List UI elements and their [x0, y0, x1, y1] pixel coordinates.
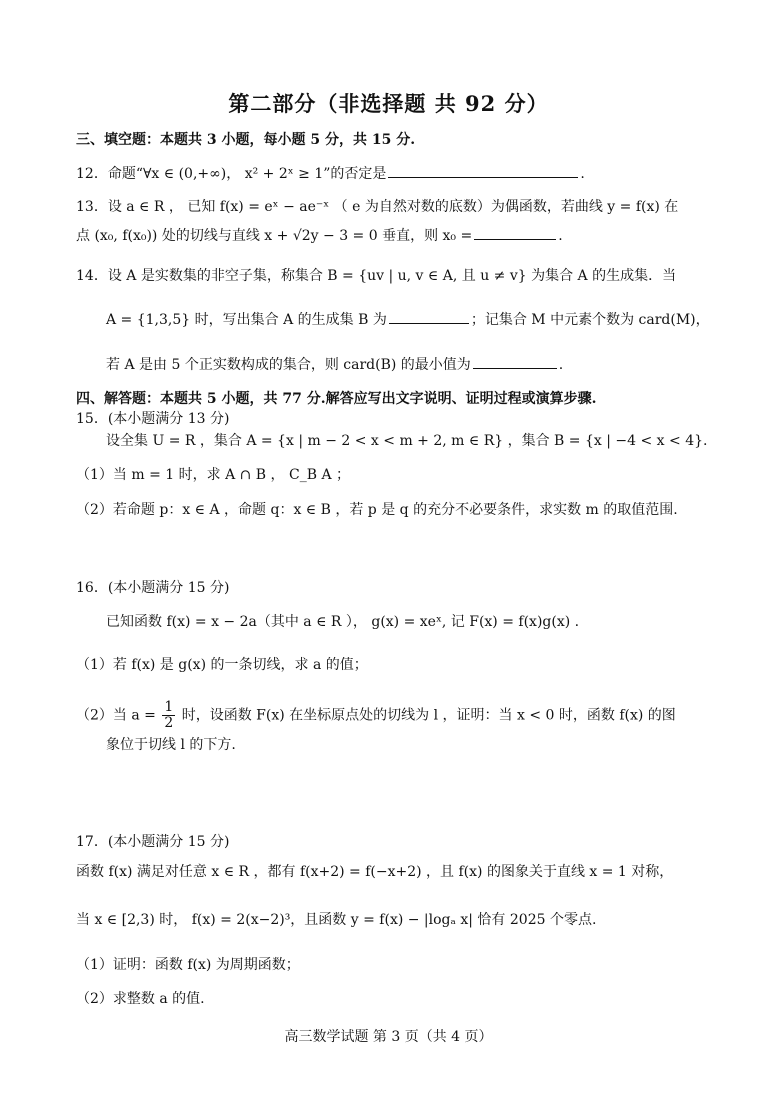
question-12: [76, 163, 585, 184]
fraction-denominator: 2: [164, 715, 174, 731]
question-17-part1: （1）证明：函数 f(x) 为周期函数；: [76, 957, 300, 973]
question-13-line1: 13．设 a ∈ R ， 已知 f(x) = eˣ − ae⁻ˣ （ e 为自然对数的底数）为偶函数，若曲线 y = f(x) 在: [76, 199, 679, 215]
question-15-part1: （1）当 m = 1 时，求 A ∩ B ， C_B A ；: [76, 467, 351, 483]
answer-blank-13: [474, 225, 556, 240]
question-13-line2-text: 点 (x₀, f(x₀)) 处的切线与直线 x + √2y − 3 = 0 垂直，则 x₀ =: [76, 228, 473, 244]
question-12-text: 12．命题“∀x ∈ (0,+∞)， x² + 2ˣ ≥ 1”的否定是: [76, 166, 387, 182]
question-12-end: .: [580, 166, 585, 182]
answer-blank-14a: [389, 309, 469, 324]
question-16-part1: （1）若 f(x) 是 g(x) 的一条切线，求 a 的值；: [76, 657, 368, 673]
question-17-line2: 当 x ∈ [2,3) 时， f(x) = 2(x−2)³，且函数 y = f(x) − |logₐ x| 恰有 2025 个零点.: [76, 912, 597, 928]
page-footer: 高三数学试题 第 3 页（共 4 页）: [284, 1029, 493, 1045]
question-16-stem: 已知函数 f(x) = x − 2a（其中 a ∈ R ）， g(x) = xeˣ, 记 F(x) = f(x)g(x) .: [106, 614, 580, 630]
question-15-label: 15．(本小题满分 13 分): [76, 411, 230, 427]
question-13-line2: [76, 225, 563, 246]
question-16-part2b: 时，设函数 F(x) 在坐标原点处的切线为 l ，证明：当 x < 0 时，函数 f(x) 的图: [181, 707, 676, 724]
question-14-line2: [106, 309, 710, 330]
question-17-label: 17．(本小题满分 15 分): [76, 834, 230, 850]
question-17-part2: （2）求整数 a 的值.: [76, 991, 205, 1007]
question-14-line1: 14．设 A 是实数集的非空子集，称集合 B = {uv | u, v ∈ A, 且 u ≠ v} 为集合 A 的生成集．当: [76, 268, 677, 284]
section-3-heading: 三、填空题：本题共 3 小题，每小题 5 分，共 15 分.: [76, 132, 416, 148]
question-14-line3a: 若 A 是由 5 个正实数构成的集合，则 card(B) 的最小值为: [106, 357, 471, 373]
question-16-part2a: （2）当 a =: [76, 707, 156, 724]
question-15-stem: 设全集 U = R ，集合 A = {x | m − 2 < x < m + 2, m ∈ R} ，集合 B = {x | −4 < x < 4}.: [106, 433, 708, 449]
fraction-numerator: 1: [164, 699, 174, 715]
question-14-line3: [106, 354, 563, 375]
question-15-part2: （2）若命题 p：x ∈ A ，命题 q：x ∈ B ，若 p 是 q 的充分不必要条件，求实数 m 的取值范围.: [76, 502, 678, 518]
fraction-one-half: [162, 700, 175, 731]
question-16-part2: [76, 700, 676, 731]
question-17-line1: 函数 f(x) 满足对任意 x ∈ R ，都有 f(x+2) = f(−x+2) ，且 f(x) 的图象关于直线 x = 1 对称，: [76, 864, 674, 880]
question-14-line2a: A = {1,3,5} 时，写出集合 A 的生成集 B 为: [106, 312, 387, 328]
question-16-label: 16．(本小题满分 15 分): [76, 580, 230, 596]
question-16-part2c: 象位于切线 l 的下方.: [106, 737, 236, 753]
question-13-end: .: [558, 228, 563, 244]
answer-blank-14b: [473, 354, 557, 369]
question-14-line2b: ；记集合 M 中元素个数为 card(M)，: [470, 312, 710, 328]
question-14-line3b: .: [558, 357, 564, 373]
answer-blank-12: [388, 163, 578, 178]
section-4-heading: 四、解答题：本题共 5 小题，共 77 分.解答应写出文字说明、证明过程或演算步骤.: [76, 391, 597, 407]
part-title: 第二部分（非选择题 共 92 分）: [228, 91, 549, 116]
